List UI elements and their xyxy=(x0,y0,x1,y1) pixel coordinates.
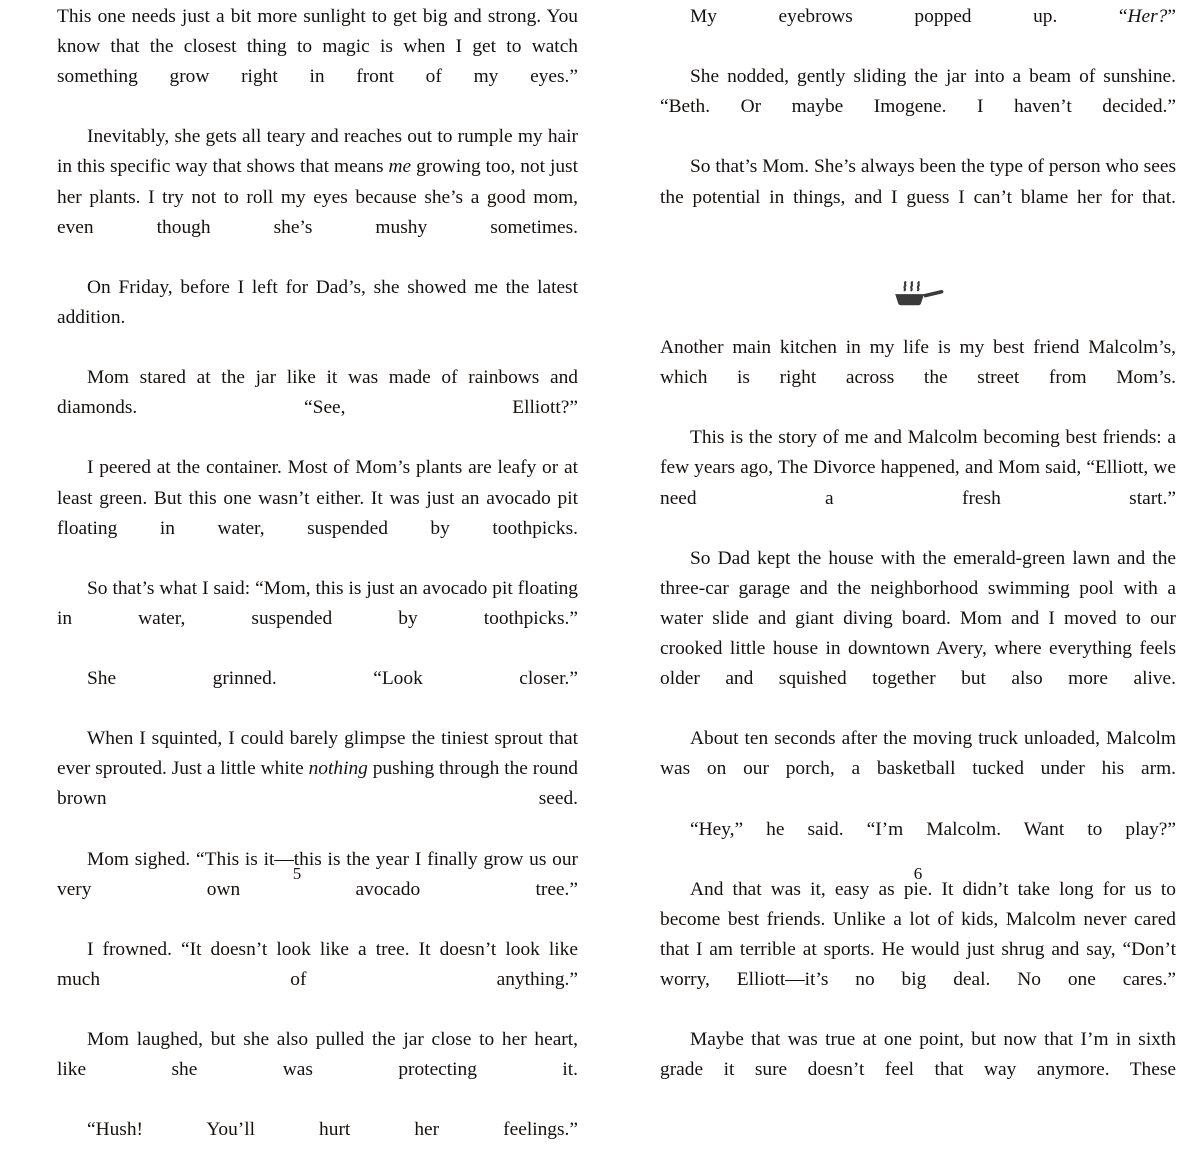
paragraph: So that’s Mom. She’s always been the type of person who sees the potential in things, and I guess I can’t blame her for that. xyxy=(660,156,1176,208)
paragraph: She grinned. “Look closer.” xyxy=(87,668,578,690)
left-page-text-block xyxy=(57,2,578,1176)
page-number-left: 5 xyxy=(292,864,302,883)
paragraph: Mom sighed. “This is it—this is the year I finally grow us our very own avocado tree.” xyxy=(57,848,578,900)
page-right xyxy=(600,0,1200,1081)
emphasis-text: me xyxy=(388,156,412,178)
emphasis-text: Her? xyxy=(1127,6,1168,27)
paragraph: “Hush! You’ll hurt her feelings.” xyxy=(87,1119,578,1141)
paragraph: My eyebrows popped up. “Her?” xyxy=(690,6,1176,27)
frying-pan-with-steam-icon xyxy=(890,279,946,309)
paragraph: Inevitably, she gets all teary and reaches out to rumple my hair in this specific way that shows that means me growing too, not just her plants. I try not to roll my eyes because she’s a good mom, even though she’s mushy sometimes. xyxy=(57,126,578,238)
paragraph: Another main kitchen in my life is my best friend Malcolm’s, which is right across the street from Mom’s. xyxy=(660,337,1176,389)
paragraph: This one needs just a bit more sunlight to get big and strong. You know that the closest thing to magic is when I get to watch something grow right in front of my eyes.” xyxy=(57,6,578,88)
section-break-ornament xyxy=(660,273,1176,303)
emphasis-text: nothing xyxy=(308,758,368,780)
paragraph: I frowned. “It doesn’t look like a tree. It doesn’t look like much of anything.” xyxy=(57,938,578,990)
paragraph: So Dad kept the house with the emerald-green lawn and the three-car garage and the neighborhood swimming pool with a water slide and giant diving board. Mom and I moved to our crooked little house in downtown Avery, where everything feels older and squished together but also more alive. xyxy=(660,547,1176,690)
page-number-right: 6 xyxy=(913,864,923,883)
paragraph: Mom stared at the jar like it was made of rainbows and diamonds. “See, Elliott?” xyxy=(57,367,578,419)
paragraph: Mom laughed, but she also pulled the jar close to her heart, like she was protecting it. xyxy=(57,1029,578,1081)
paragraph: She nodded, gently sliding the jar into a beam of sunshine. “Beth. Or maybe Imogene. I haven’t decided.” xyxy=(660,66,1176,118)
paragraph: And that was it, easy as pie. It didn’t take long for us to become best friends. Unlike a lot of kids, Malcolm never cared that I am terrible at sports. He would just shrug and say, “Don’t worry, Elliott—it’s no big deal. No one cares.” xyxy=(660,878,1176,990)
paragraph: Maybe that was true at one point, but now that I’m in sixth grade it sure doesn’t feel that way anymore. These xyxy=(660,1029,1176,1081)
paragraph: So that’s what I said: “Mom, this is just an avocado pit floating in water, suspended by toothpicks.” xyxy=(57,577,578,629)
paragraph: “Hey,” he said. “I’m Malcolm. Want to play?” xyxy=(690,818,1176,840)
paragraph: On Friday, before I left for Dad’s, she showed me the latest addition. xyxy=(57,276,578,328)
paragraph: When I squinted, I could barely glimpse the tiniest sprout that ever sprouted. Just a little white nothing pushing through the round brown seed. xyxy=(57,728,578,810)
paragraph: This is the story of me and Malcolm becoming best friends: a few years ago, The Divorce happened, and Mom said, “Elliott, we need a fresh start.” xyxy=(660,427,1176,509)
paragraph: I peered at the container. Most of Mom’s plants are leafy or at least green. But this one wasn’t either. It was just an avocado pit floating in water, suspended by toothpicks. xyxy=(57,457,578,539)
right-page-text-block xyxy=(660,2,1176,1115)
page-left xyxy=(0,0,600,1141)
paragraph: About ten seconds after the moving truck unloaded, Malcolm was on our porch, a basketball tucked under his arm. xyxy=(660,728,1176,780)
